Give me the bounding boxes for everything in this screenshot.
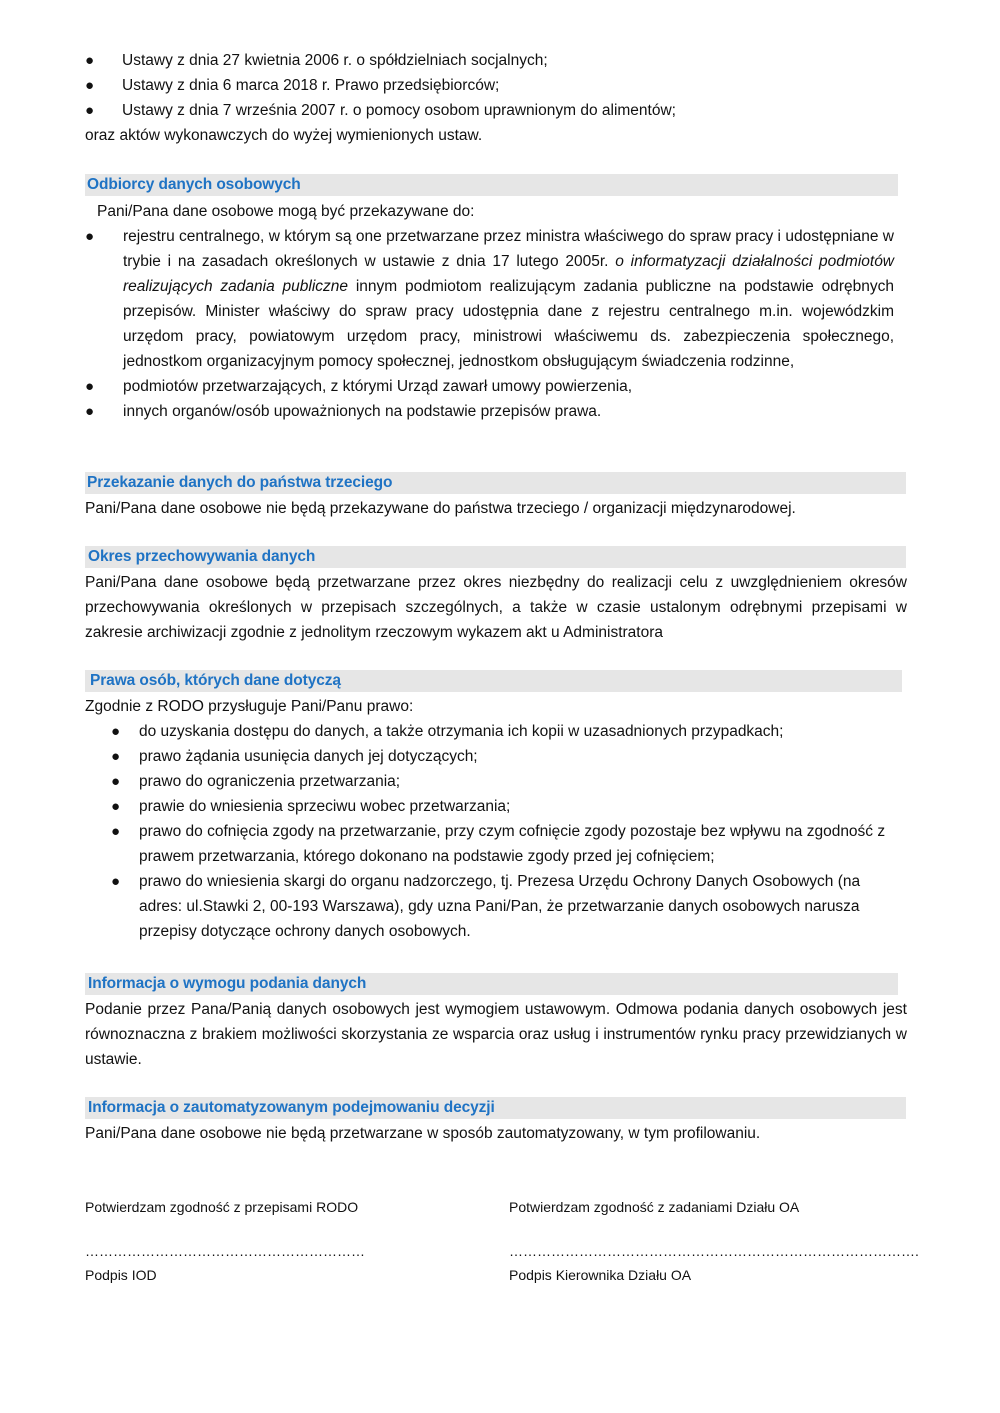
recipients-list	[85, 224, 894, 424]
section-heading-text: Prawa osób, których dane dotyczą	[90, 672, 341, 689]
automated-text: Pani/Pana dane osobowe nie będą przetwarzane w sposób zautomatyzowany, w tym profilowaniu.	[85, 1125, 761, 1142]
bullet-icon: ●	[111, 823, 121, 840]
section-heading-text: Przekazanie danych do państwa trzeciego	[87, 474, 393, 491]
rights-intro: Zgodnie z RODO przysługuje Pani/Panu prawo:	[85, 698, 414, 715]
section-heading-requirement	[85, 973, 898, 995]
list-item	[111, 819, 896, 869]
bullet-icon: ●	[111, 798, 121, 815]
list-item	[85, 374, 894, 399]
list-item	[85, 224, 894, 374]
section-heading-text: Informacja o zautomatyzowanym podejmowaniu decyzji	[88, 1099, 495, 1116]
bullet-icon: ●	[85, 403, 95, 420]
list-item	[85, 73, 905, 98]
right-item-text: prawo do wniesienia skargi do organu nadzorczego, tj. Prezesa Urzędu Ochrony Danych Osobowych (na adres: ul.Stawki 2, 00-193 Warszawa), gdy uzna Pani/Pan, że przetwarzanie danych osobowych narusza przepisy dotyczące ochrony danych osobowych.	[139, 873, 861, 940]
list-item	[111, 869, 896, 944]
section-heading-text: Odbiorcy danych osobowych	[87, 176, 301, 193]
list-item-text: Ustawy z dnia 6 marca 2018 r. Prawo przedsiębiorców;	[122, 77, 500, 94]
right-item-text: do uzyskania dostępu do danych, a także otrzymania ich kopii w uzasadnionych przypadkach;	[139, 723, 784, 740]
bullet-icon: ●	[85, 228, 95, 245]
section-heading-retention	[85, 546, 906, 568]
signature-right-confirm: Potwierdzam zgodność z zadaniami Działu OA	[509, 1199, 800, 1215]
legal-acts-closing: oraz aktów wykonawczych do wyżej wymienionych ustaw.	[85, 127, 483, 144]
requirement-text: Podanie przez Pana/Panią danych osobowych jest wymogiem ustawowym. Odmowa podania danych osobowych jest równoznaczna z brakiem możliwości skorzystania ze wsparcia oraz usług i instrumentów rynku pracy przewidzianych w ustawie.	[85, 1001, 907, 1068]
retention-text: Pani/Pana dane osobowe będą przetwarzane przez okres niezbędny do realizacji celu z uwzględnieniem okresów przechowywania określonych w przepisach szczególnych, a także w czasie ustalonym odrębnymi przepisami w zakresie archiwizacji zgodnie z jednolitym rzeczowym wykazem akt u Administratora	[85, 574, 907, 641]
bullet-icon: ●	[111, 773, 121, 790]
list-item	[85, 48, 905, 73]
recipient-item-text: innych organów/osób upoważnionych na podstawie przepisów prawa.	[123, 403, 602, 420]
recipient-item-text: rejestru centralnego, w którym są one przetwarzane przez ministra właściwego do spraw pracy i udostępniane w trybie i na zasadach określonych w ustawie z dnia 17 lutego 2005r.	[123, 228, 894, 270]
signature-left-dots: ……………………………………………………	[85, 1243, 365, 1259]
bullet-icon: ●	[85, 77, 95, 94]
bullet-icon: ●	[85, 378, 95, 395]
list-item	[85, 399, 894, 424]
section-heading-automated	[85, 1097, 906, 1119]
bullet-icon: ●	[111, 873, 121, 890]
list-item	[111, 794, 896, 819]
section-heading-text: Informacja o wymogu podania danych	[88, 975, 367, 992]
section-heading-third-country	[85, 472, 906, 494]
signature-left-label: Podpis IOD	[85, 1267, 157, 1283]
section-heading-rights	[85, 670, 902, 692]
list-item	[111, 719, 896, 744]
bullet-icon: ●	[85, 52, 95, 69]
right-item-text: prawie do wniesienia sprzeciwu wobec przetwarzania;	[139, 798, 511, 815]
bullet-icon: ●	[85, 102, 95, 119]
legal-acts-list	[85, 48, 905, 123]
section-heading-recipients	[85, 174, 898, 196]
signature-left-confirm: Potwierdzam zgodność z przepisami RODO	[85, 1199, 359, 1215]
list-item	[85, 98, 905, 123]
right-item-text: prawo do cofnięcia zgody na przetwarzanie, przy czym cofnięcie zgody pozostaje bez wpływu na zgodność z prawem przetwarzania, którego dokonano na podstawie zgody przed jej cofnięciem;	[139, 823, 886, 865]
bullet-icon: ●	[111, 723, 121, 740]
right-item-text: prawo żądania usunięcia danych jej dotyczących;	[139, 748, 478, 765]
bullet-icon: ●	[111, 748, 121, 765]
list-item	[111, 769, 896, 794]
list-item	[111, 744, 896, 769]
recipient-item-text: podmiotów przetwarzających, z którymi Urząd zawarł umowy powierzenia,	[123, 378, 633, 395]
third-country-text: Pani/Pana dane osobowe nie będą przekazywane do państwa trzeciego / organizacji międzynarodowej.	[85, 500, 796, 517]
list-item-text: Ustawy z dnia 27 kwietnia 2006 r. o spółdzielniach socjalnych;	[122, 52, 548, 69]
rights-list	[111, 719, 896, 944]
right-item-text: prawo do ograniczenia przetwarzania;	[139, 773, 401, 790]
recipients-intro: Pani/Pana dane osobowe mogą być przekazywane do:	[97, 203, 475, 220]
section-heading-text: Okres przechowywania danych	[88, 548, 316, 565]
signature-right-dots: …………………………………………………………………………….	[509, 1243, 919, 1259]
recipient-item-italic: o informatyzacji działalności podmiotów realizujących zadania publiczne	[123, 253, 895, 295]
recipient-item-text-cont: innym podmiotom realizującym zadania publiczne na podstawie odrębnych przepisów. Minister właściwy do spraw pracy udostępnia dane z rejestru centralnego m.in. wojewódzkim urzędom pracy, powiatowym urzędom pracy, ministrowi właściwemu ds. zabezpieczenia społecznego, jednostkom organizacyjnym pomocy społecznej, jednostkom obsługującym świadczenia rodzinne,	[123, 278, 894, 370]
signature-right-label: Podpis Kierownika Działu OA	[509, 1267, 692, 1283]
list-item-text: Ustawy z dnia 7 września 2007 r. o pomocy osobom uprawnionym do alimentów;	[122, 102, 676, 119]
